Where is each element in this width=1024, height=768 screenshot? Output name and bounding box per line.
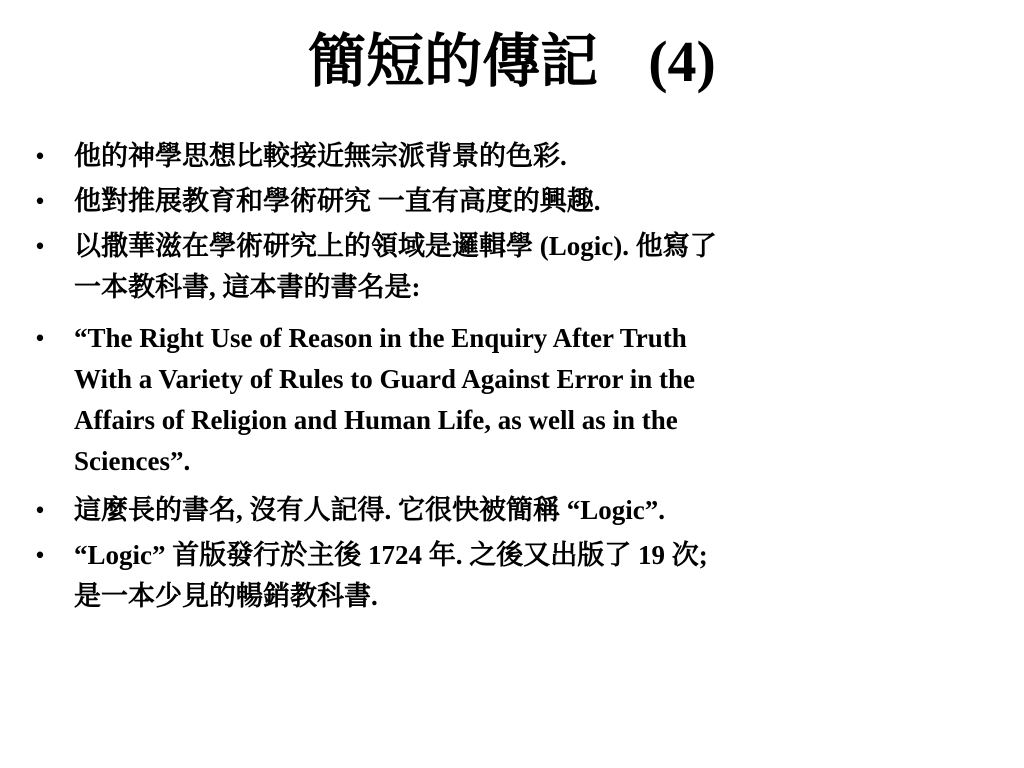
bullet-line: “The Right Use of Reason in the Enquiry After Truth bbox=[74, 323, 687, 353]
bullet-line: 他的神學思想比較接近無宗派背景的色彩. bbox=[74, 141, 567, 171]
bullet-dot-icon: • bbox=[35, 495, 45, 525]
bullet-line: “Logic” 首版發行於主後 1724 年. 之後又出版了 19 次; bbox=[74, 540, 708, 570]
bullet-line: 是一本少見的暢銷教科書. bbox=[74, 581, 378, 611]
bullet-dot-icon: • bbox=[35, 231, 45, 261]
title-number: (4) bbox=[648, 29, 716, 94]
bullet-item-3 bbox=[30, 226, 910, 308]
bullet-line: Sciences”. bbox=[74, 446, 191, 476]
bullet-dot-icon: • bbox=[35, 186, 45, 216]
bullet-line: 這麼長的書名, 沒有人記得. 它很快被簡稱 “Logic”. bbox=[74, 495, 665, 525]
bullet-dot-icon: • bbox=[35, 540, 45, 570]
bullet-item-1 bbox=[30, 136, 910, 177]
bullet-item-6 bbox=[30, 535, 910, 617]
bullet-item-2 bbox=[30, 181, 910, 222]
bullet-dot-icon: • bbox=[35, 323, 45, 353]
bullet-line: With a Variety of Rules to Guard Against Error in the bbox=[74, 364, 696, 394]
bullet-list bbox=[30, 136, 910, 621]
bullet-item-4 bbox=[30, 318, 910, 482]
bullet-line: 他對推展教育和學術研究 一直有高度的興趣. bbox=[74, 186, 601, 216]
bullet-line: 一本教科書, 這本書的書名是: bbox=[74, 272, 421, 302]
bullet-item-5 bbox=[30, 490, 910, 531]
title-main-text: 簡短的傳記 bbox=[308, 29, 599, 94]
bullet-line: Affairs of Religion and Human Life, as well as in the bbox=[74, 405, 678, 435]
bullet-line: 以撒華滋在學術研究上的領域是邏輯學 (Logic). 他寫了 bbox=[74, 231, 717, 261]
slide-title bbox=[0, 22, 1024, 102]
bullet-dot-icon: • bbox=[35, 141, 45, 171]
